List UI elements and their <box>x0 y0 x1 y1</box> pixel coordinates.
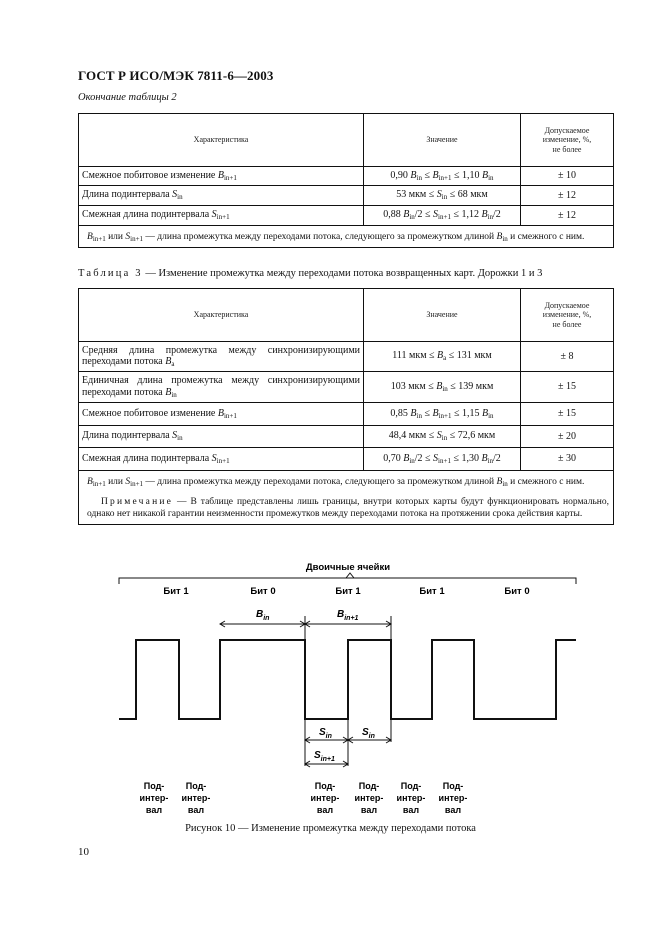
row-characteristic: Единичная длина промежутка между синхронизирующими переходами потока $B_{in}$ <box>79 372 364 403</box>
bit-label: Бит 1 <box>163 586 189 597</box>
row-value: 48,4 мкм ≤ $S_{in} \le 72,6$ мкм <box>364 426 521 448</box>
col-tolerance: Допускаемое изменение, %, не более <box>521 114 614 167</box>
row-tolerance: ± 20 <box>521 426 614 448</box>
s-in-label: $S_{in}$ <box>319 727 332 740</box>
row-tolerance: ± 30 <box>521 448 614 471</box>
row-value: 103 мкм ≤ $B_{in} \le 139$ мкм <box>364 372 521 403</box>
row-characteristic: Смежное побитовое изменение $B_{in+1}$ <box>79 167 364 186</box>
row-characteristic: Длина подинтервала $S_{in}$ <box>79 186 364 206</box>
subinterval-label: Под-интер-вал <box>181 781 211 815</box>
bit-label: Бит 1 <box>335 586 361 597</box>
row-value: 0,88 $B_{in}/2 \le S_{in+1} \le 1,12$ $B_{in}/2$ <box>364 206 521 226</box>
row-tolerance: ± 12 <box>521 206 614 226</box>
row-value: 0,85 $B_{in} \le B_{in+1} \le 1,15$ $B_{in}$ <box>364 403 521 426</box>
row-characteristic: Средняя длина промежутка между синхронизирующими переходами потока $B_a$ <box>79 342 364 372</box>
row-characteristic: Смежная длина подинтервала $S_{in+1}$ <box>79 448 364 471</box>
col-tolerance: Допускаемое изменение, %, не более <box>521 289 614 342</box>
row-characteristic: Смежное побитовое изменение $B_{in+1}$ <box>79 403 364 426</box>
row-tolerance: ± 10 <box>521 167 614 186</box>
b-in-label: $B_{in}$ <box>256 609 270 622</box>
subinterval-labels <box>140 781 468 815</box>
b-in1-label: $B_{in+1}$ <box>337 609 359 622</box>
s-in1-dimension <box>305 750 348 767</box>
col-characteristic: Характеристика <box>79 289 364 342</box>
table3-note2: Примечание — В таблице представлены лишь границы, внутри которых карты будут функционировать нормально, однако нет никакой гарантии неизменности промежутков между переходами потока на протяжении срока действия карты. <box>87 497 610 520</box>
b-in-dimension <box>220 609 305 640</box>
page-number: 10 <box>78 846 89 858</box>
row-value: 0,90 $B_{in} \le B_{in+1} \le 1,10$ $B_{in}$ <box>364 167 521 186</box>
row-tolerance: ± 12 <box>521 186 614 206</box>
table3-caption: Таблица 3 — Изменение промежутка между переходами потока возвращенных карт. Дорожки 1 и 3 <box>78 268 543 279</box>
col-value: Значение <box>364 289 521 342</box>
binary-cells-label: Двоичные ячейки <box>305 562 391 573</box>
table3-note1: $B_{in+1}$ или $S_{in+1}$ — длина промежутка между переходами потока, следующего за промежутком длиной $B_{in}$ и смежного с ним. <box>87 477 585 488</box>
row-characteristic: Смежная длина подинтервала $S_{in+1}$ <box>79 206 364 226</box>
col-characteristic: Характеристика <box>79 114 364 167</box>
row-characteristic: Длина подинтервала $S_{in}$ <box>79 426 364 448</box>
row-tolerance: ± 15 <box>521 372 614 403</box>
row-value: 53 мкм ≤ $S_{in} \le 68$ мкм <box>364 186 521 206</box>
s-in1-label: $S_{in+1}$ <box>314 750 335 763</box>
bit-label: Бит 0 <box>504 586 530 597</box>
col-value: Значение <box>364 114 521 167</box>
b-in1-dimension <box>305 609 391 640</box>
subinterval-label: Под-интер-вал <box>139 781 169 815</box>
row-value: 111 мкм ≤ $B_a \le 131$ мкм <box>364 342 521 372</box>
row-tolerance: ± 15 <box>521 403 614 426</box>
table2-continuation-label: Окончание таблицы 2 <box>78 92 177 103</box>
bit-label: Бит 1 <box>419 586 445 597</box>
figure-10-caption: Рисунок 10 — Изменение промежутка между переходами потока <box>185 823 476 834</box>
flux-waveform <box>119 640 576 719</box>
row-tolerance: ± 8 <box>521 342 614 372</box>
subinterval-label: Под-интер-вал <box>438 781 468 815</box>
table2-note: $B_{in+1}$ или $S_{in+1}$ — длина промежутка между переходами потока, следующего за промежутком длиной $B_{in}$ и смежного с ним. <box>79 226 614 248</box>
subinterval-label: Под-интер-вал <box>396 781 426 815</box>
subinterval-label: Под-интер-вал <box>310 781 340 815</box>
s-in-label: $S_{in}$ <box>362 727 375 740</box>
bit-label: Бит 0 <box>250 586 276 597</box>
subinterval-label: Под-интер-вал <box>354 781 384 815</box>
binary-cells-bracket <box>119 578 576 584</box>
document-header: ГОСТ Р ИСО/МЭК 7811-6—2003 <box>78 68 274 83</box>
row-value: 0,70 $B_{in}/2 \le S_{in+1} \le 1,30$ $B_{in}/2$ <box>364 448 521 471</box>
